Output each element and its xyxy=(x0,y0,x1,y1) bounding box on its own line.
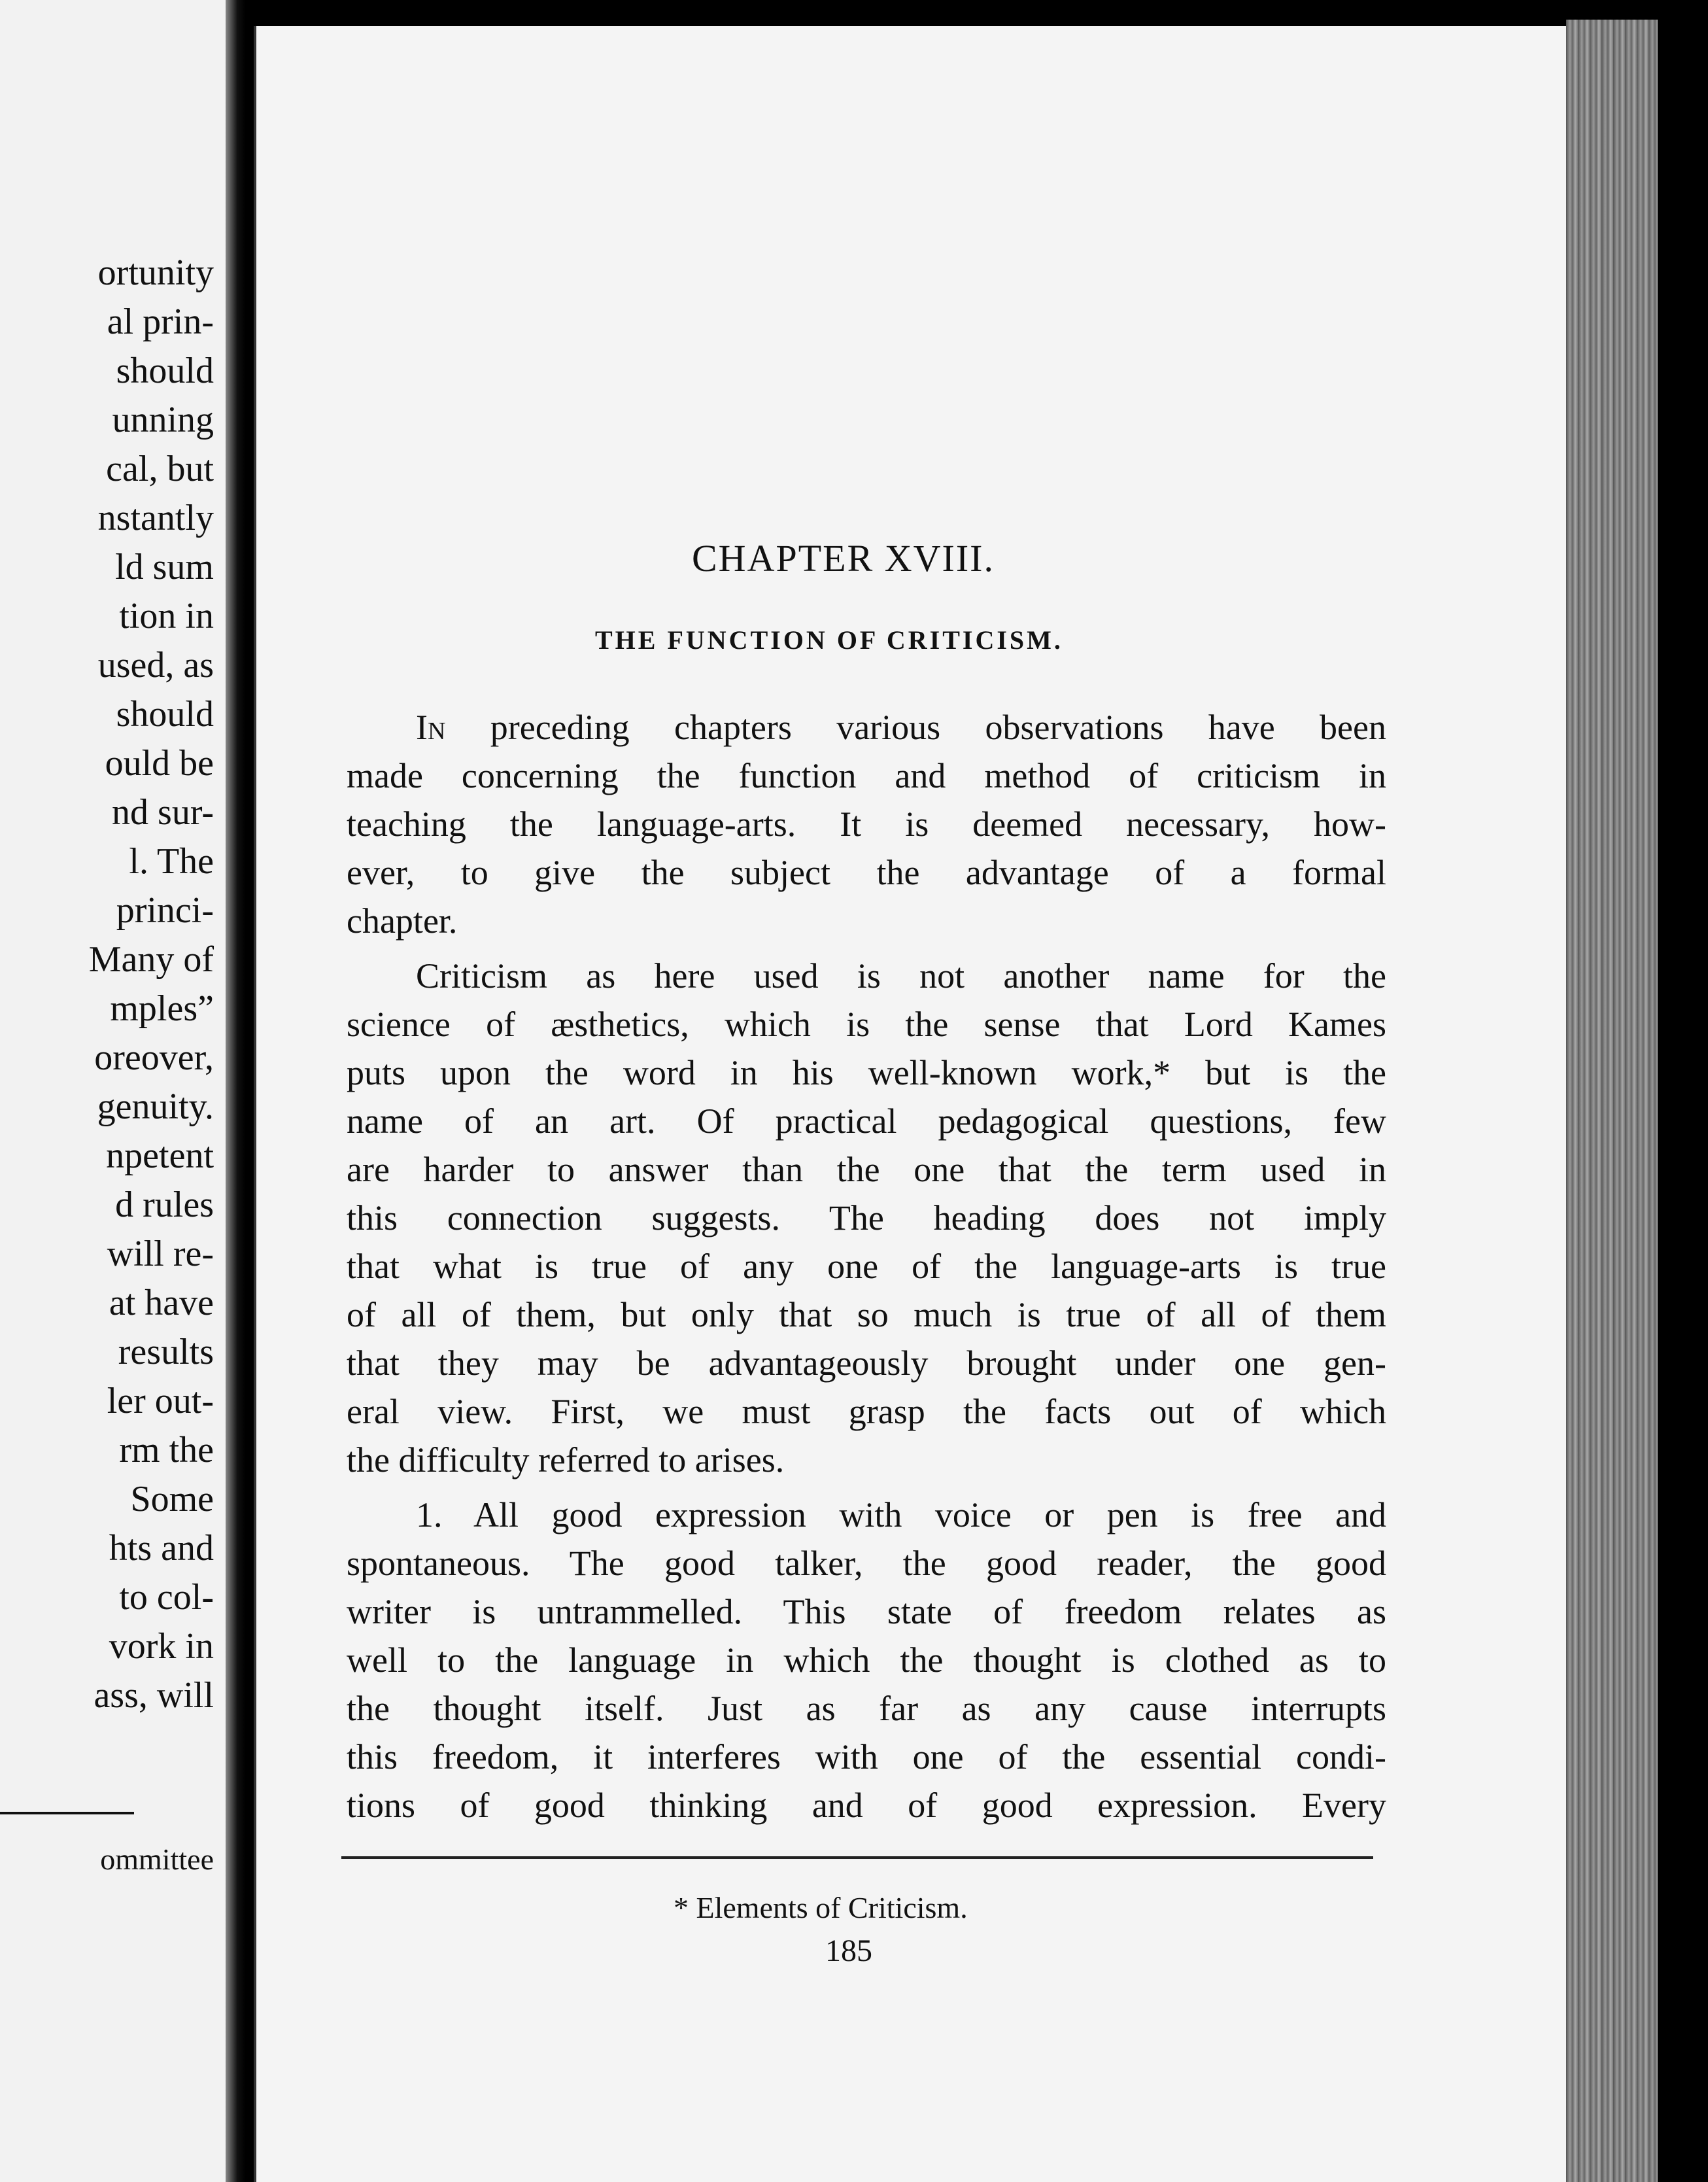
body-line: made concerning the function and method of criticism in xyxy=(347,756,1386,795)
left-text-line: ler out- xyxy=(107,1381,214,1421)
left-text-line: results xyxy=(118,1332,214,1372)
left-text-line: used, as xyxy=(97,645,214,685)
left-text-line: tion in xyxy=(119,596,214,636)
left-text-line: Some xyxy=(130,1479,214,1519)
left-text-line: to col- xyxy=(119,1577,214,1618)
left-text-line: ass, will xyxy=(94,1675,214,1716)
left-text-line: d rules xyxy=(115,1185,214,1225)
left-text-line: ld sum xyxy=(115,547,214,587)
page-edges xyxy=(1566,20,1658,2182)
body-line: 1. All good expression with voice or pen is free and xyxy=(416,1495,1386,1534)
left-text-line: ortunity xyxy=(97,252,214,293)
left-text-line: oreover, xyxy=(94,1037,214,1078)
left-text-line: rm the xyxy=(119,1430,214,1470)
left-text-line: al prin- xyxy=(107,302,214,342)
body-line: are harder to answer than the one that the term used in xyxy=(347,1150,1386,1189)
left-footnote-fragment: ommittee xyxy=(100,1843,214,1876)
body-line: the thought itself. Just as far as any cause interrupts xyxy=(347,1689,1386,1728)
body-line: that what is true of any one of the language-arts is true xyxy=(347,1247,1386,1286)
body-line: Criticism as here used is not another name for the xyxy=(416,956,1386,996)
left-text-line: nstantly xyxy=(97,498,214,538)
page-number: 185 xyxy=(825,1933,872,1968)
body-line: eral view. First, we must grasp the facts out of which xyxy=(347,1392,1386,1431)
left-text-line: ould be xyxy=(105,743,214,784)
body-line: that they may be advantageously brought under one gen- xyxy=(347,1343,1386,1383)
chapter-title: CHAPTER XVIII. xyxy=(692,537,995,580)
first-word: In xyxy=(416,708,446,747)
body-line: chapter. xyxy=(347,901,458,941)
body-line: science of æsthetics, which is the sense that Lord Kames xyxy=(347,1005,1386,1044)
body-line: well to the language in which the thought is clothed as to xyxy=(347,1640,1386,1680)
scan-border xyxy=(1658,0,1708,2182)
body-line: this connection suggests. The heading does not imply xyxy=(347,1198,1386,1238)
left-text-line: cal, but xyxy=(106,449,214,489)
left-text-line: nd sur- xyxy=(112,792,214,833)
left-footnote-rule xyxy=(0,1812,134,1814)
left-text-line: mples” xyxy=(110,988,214,1029)
left-text-line: npetent xyxy=(106,1135,214,1176)
body-line: tions of good thinking and of good expression. Every xyxy=(347,1786,1386,1825)
left-text-line: genuity. xyxy=(97,1086,214,1127)
left-text-line: unning xyxy=(112,400,214,440)
chapter-subheading: THE FUNCTION OF CRITICISM. xyxy=(595,625,1063,655)
left-text-line: hts and xyxy=(109,1528,214,1568)
footnote: * Elements of Criticism. xyxy=(674,1891,968,1924)
left-text-line: at have xyxy=(109,1283,214,1323)
body-line: In preceding chapters various observations have been xyxy=(416,708,1386,747)
body-line: puts upon the word in his well-known work,* but is the xyxy=(347,1053,1386,1092)
body-line: spontaneous. The good talker, the good reader, the good xyxy=(347,1544,1386,1583)
body-line: the difficulty referred to arises. xyxy=(347,1440,785,1480)
body-line: this freedom, it interferes with one of the essential condi- xyxy=(347,1737,1386,1776)
left-text-line: will re- xyxy=(107,1234,214,1274)
body-line: teaching the language-arts. It is deemed necessary, how- xyxy=(347,805,1386,844)
body-line: name of an art. Of practical pedagogical questions, few xyxy=(347,1101,1386,1141)
left-text-line: princi- xyxy=(116,890,214,931)
body-line: ever, to give the subject the advantage of a formal xyxy=(347,853,1386,892)
body-line: writer is untrammelled. This state of freedom relates as xyxy=(347,1592,1386,1631)
body-line: of all of them, but only that so much is true of all of them xyxy=(347,1295,1386,1334)
footnote-rule xyxy=(341,1856,1373,1859)
left-text-line: vork in xyxy=(109,1626,214,1667)
left-page xyxy=(0,0,226,2182)
book-gutter xyxy=(226,0,245,2182)
left-text-line: l. The xyxy=(129,841,214,882)
left-text-line: should xyxy=(116,694,214,735)
left-text-line: Many of xyxy=(88,939,214,980)
left-text-line: should xyxy=(116,351,214,391)
